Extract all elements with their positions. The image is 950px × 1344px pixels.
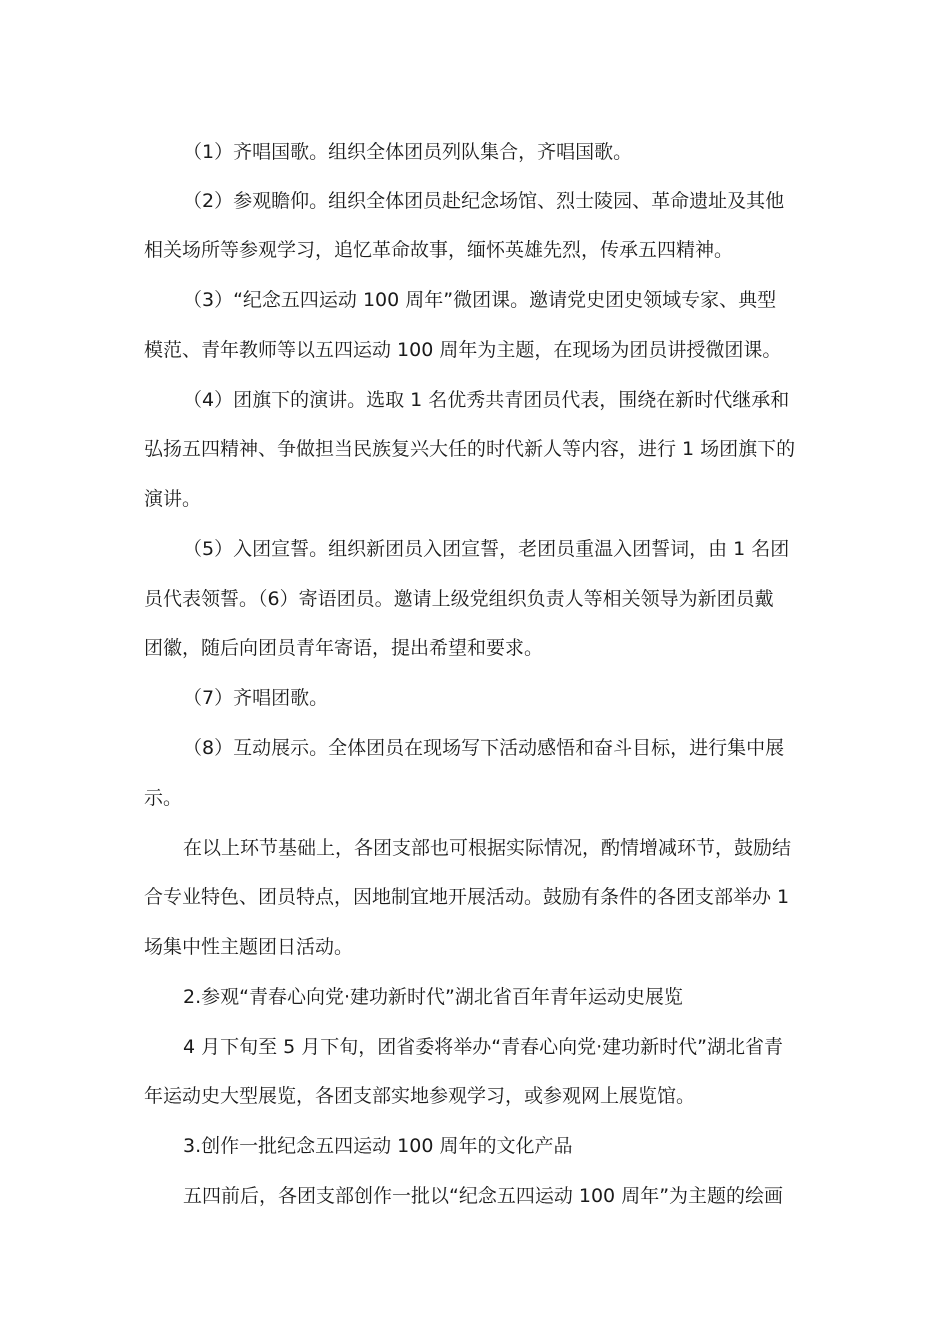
section-heading: 2.参观“青春心向党·建功新时代”湖北省百年青年运动史展览 xyxy=(183,986,683,1008)
paragraph-line: （8）互动展示。全体团员在现场写下活动感悟和奋斗目标，进行集中展 xyxy=(183,737,785,759)
paragraph-line: 团徽，随后向团员青年寄语，提出希望和要求。 xyxy=(144,637,544,659)
paragraph-line: 演讲。 xyxy=(144,488,202,510)
paragraph-line: （7）齐唱团歌。 xyxy=(183,687,329,709)
paragraph-line: 模范、青年教师等以五四运动 100 周年为主题，在现场为团员讲授微团课。 xyxy=(144,339,782,361)
paragraph-line: 示。 xyxy=(144,787,183,809)
paragraph-line: （4）团旗下的演讲。选取 1 名优秀共青团员代表，围绕在新时代继承和 xyxy=(183,389,790,411)
paragraph-line: 合专业特色、团员特点，因地制宜地开展活动。鼓励有条件的各团支部举办 1 xyxy=(144,886,790,908)
paragraph-line: 在以上环节基础上，各团支部也可根据实际情况，酌情增减环节，鼓励结 xyxy=(183,837,792,859)
section-heading: 3.创作一批纪念五四运动 100 周年的文化产品 xyxy=(183,1135,573,1157)
paragraph-line: 4 月下旬至 5 月下旬，团省委将举办“青春心向党·建功新时代”湖北省青 xyxy=(183,1036,784,1058)
paragraph-line: 员代表领誓。（6）寄语团员。邀请上级党组织负责人等相关领导为新团员戴 xyxy=(144,588,774,610)
paragraph-line: （1）齐唱国歌。组织全体团员列队集合，齐唱国歌。 xyxy=(183,141,633,163)
paragraph-line: 弘扬五四精神、争做担当民族复兴大任的时代新人等内容，进行 1 场团旗下的 xyxy=(144,438,796,460)
paragraph-line: 五四前后，各团支部创作一批以“纪念五四运动 100 周年”为主题的绘画 xyxy=(183,1185,784,1207)
paragraph-line: （5）入团宣誓。组织新团员入团宣誓，老团员重温入团誓词，由 1 名团 xyxy=(183,538,790,560)
paragraph-line: 场集中性主题团日活动。 xyxy=(144,936,354,958)
paragraph-line: 年运动史大型展览，各团支部实地参观学习，或参观网上展览馆。 xyxy=(144,1085,696,1107)
paragraph-line: （2）参观瞻仰。组织全体团员赴纪念场馆、烈士陵园、革命遗址及其他 xyxy=(183,190,785,212)
paragraph-line: 相关场所等参观学习，追忆革命故事，缅怀英雄先烈，传承五四精神。 xyxy=(144,239,734,261)
paragraph-line: （3）“纪念五四运动 100 周年”微团课。邀请党史团史领域专家、典型 xyxy=(183,289,777,311)
